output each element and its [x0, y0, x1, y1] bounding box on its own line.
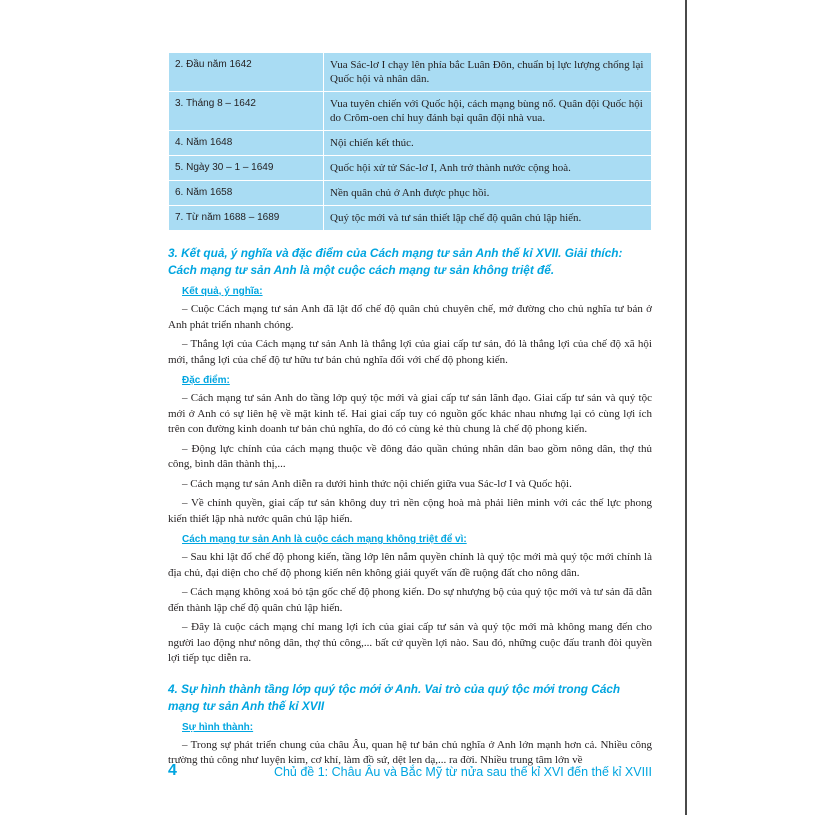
paragraph: – Trong sự phát triển chung của châu Âu, quan hệ tư bản chủ nghĩa ở Anh lớn mạnh hơn cả. Nhiều công trường thủ công như luyện kim, cơ khí, làm đồ sứ, dệt len dạ,... ra đời. Nhiều trung tâm lớn về	[168, 738, 652, 766]
events-table	[168, 52, 652, 231]
table-cell-time: 7. Từ năm 1688 – 1689	[169, 206, 324, 231]
paragraph: – Sau khi lật đổ chế độ phong kiến, tầng lớp lên nắm quyền chính là quý tộc mới mà quý tộc mới chính là địa chủ, đại diện cho chế độ phong kiến nên không giải quyết vấn đề ruộng đất cho nông dân.	[168, 551, 652, 579]
page-edge-divider	[685, 0, 687, 815]
paragraph: – Động lực chính của cách mạng thuộc về đông đảo quần chúng nhân dân bao gồm nông dân, thợ thủ công, bình dân thành thị,...	[168, 442, 652, 470]
subheading-characteristics: Đặc điểm:	[182, 375, 230, 386]
section-4-heading: 4. Sự hình thành tầng lớp quý tộc mới ở Anh. Vai trò của quý tộc mới trong Cách mạng tư sản Anh thế kỉ XVII	[168, 681, 621, 713]
subheading-formation: Sự hình thành:	[182, 721, 254, 733]
table-row	[169, 156, 652, 181]
table-cell-time: 3. Tháng 8 – 1642	[169, 92, 324, 131]
table-row	[169, 53, 652, 92]
subheading-results: Kết quả, ý nghĩa:	[182, 286, 263, 297]
paragraph: – Đây là cuộc cách mạng chỉ mang lợi ích của giai cấp tư sản và quý tộc mới mà không mang đến cho người lao động như nông dân, thợ thủ công,... bất cứ quyền lợi nào. Sau đó, những cuộc đấu tranh đòi quyền lợi tiếp tục diễn ra.	[168, 621, 652, 664]
paragraph: – Cách mạng tư sản Anh diễn ra dưới hình thức nội chiến giữa vua Sác-lơ I và Quốc hội.	[182, 477, 572, 490]
table-cell-event: Vua tuyên chiến với Quốc hội, cách mạng bùng nổ. Quân đội Quốc hội do Crôm-oen chỉ huy đánh bại quân đội nhà vua.	[324, 92, 652, 131]
table-row	[169, 92, 652, 131]
table-cell-event: Vua Sác-lơ I chạy lên phía bắc Luân Đôn, chuẩn bị lực lượng chống lại Quốc hội và nhân dân.	[324, 53, 652, 92]
paragraph: – Cách mạng không xoá bỏ tận gốc chế độ phong kiến. Do sự nhượng bộ của quý tộc mới và tư sản đã dẫn đến thành lập chế độ quân chủ lập hiến.	[168, 586, 652, 614]
table-row	[169, 206, 652, 231]
paragraph: – Cuộc Cách mạng tư sản Anh đã lật đổ chế độ quân chủ chuyên chế, mở đường cho chủ nghĩa tư bản ở Anh phát triển nhanh chóng.	[168, 303, 652, 331]
page-number: 4	[168, 762, 177, 779]
chapter-title: Chủ đề 1: Châu Âu và Bắc Mỹ từ nửa sau thế kỉ XVI đến thế kỉ XVIII	[273, 765, 652, 779]
table-cell-time: 2. Đầu năm 1642	[169, 53, 324, 92]
paragraph: – Về chính quyền, giai cấp tư sản không duy trì nền cộng hoà mà phải liên minh với các thế lực phong kiến thiết lập nhà nước quân chủ lập hiến.	[168, 497, 652, 525]
table-row	[169, 131, 652, 156]
paragraph: – Cách mạng tư sản Anh do tầng lớp quý tộc mới và giai cấp tư sản lãnh đạo. Giai cấp tư sản và quý tộc mới ở Anh có sự liên hệ về mặt kinh tế. Hai giai cấp tuy có nguồn gốc khác nhau nhưng lại có cùng lợi ích trên con đường kinh doanh tư bản chủ nghĩa, do đó có cùng kẻ thù chung là chế độ phong kiến.	[168, 392, 652, 435]
table-cell-event: Nội chiến kết thúc.	[324, 131, 652, 156]
table-cell-event: Quốc hội xử tử Sác-lơ I, Anh trở thành nước cộng hoà.	[324, 156, 652, 181]
page-content	[168, 52, 652, 773]
table-cell-event: Quý tộc mới và tư sản thiết lập chế độ quân chủ lập hiến.	[324, 206, 652, 231]
paragraph: – Thắng lợi của Cách mạng tư sản Anh là thắng lợi của giai cấp tư sản, đó là thắng lợi của chế độ xã hội mới, thắng lợi của chế độ tư hữu tư bản chủ nghĩa đối với chế độ phong kiến.	[168, 338, 652, 366]
section-3-heading: 3. Kết quả, ý nghĩa và đặc điểm của Cách mạng tư sản Anh thế kỉ XVII. Giải thích: Cách mạng tư sản Anh là một cuộc cách mạng tư sản không triệt để.	[168, 246, 623, 277]
subheading-not-thorough: Cách mạng tư sản Anh là cuộc cách mạng không triệt để vì:	[182, 534, 467, 545]
table-cell-time: 4. Năm 1648	[169, 131, 324, 156]
table-row	[169, 181, 652, 206]
table-cell-time: 6. Năm 1658	[169, 181, 324, 206]
table-cell-event: Nền quân chủ ở Anh được phục hồi.	[324, 181, 652, 206]
page-footer	[168, 762, 652, 784]
table-cell-time: 5. Ngày 30 – 1 – 1649	[169, 156, 324, 181]
